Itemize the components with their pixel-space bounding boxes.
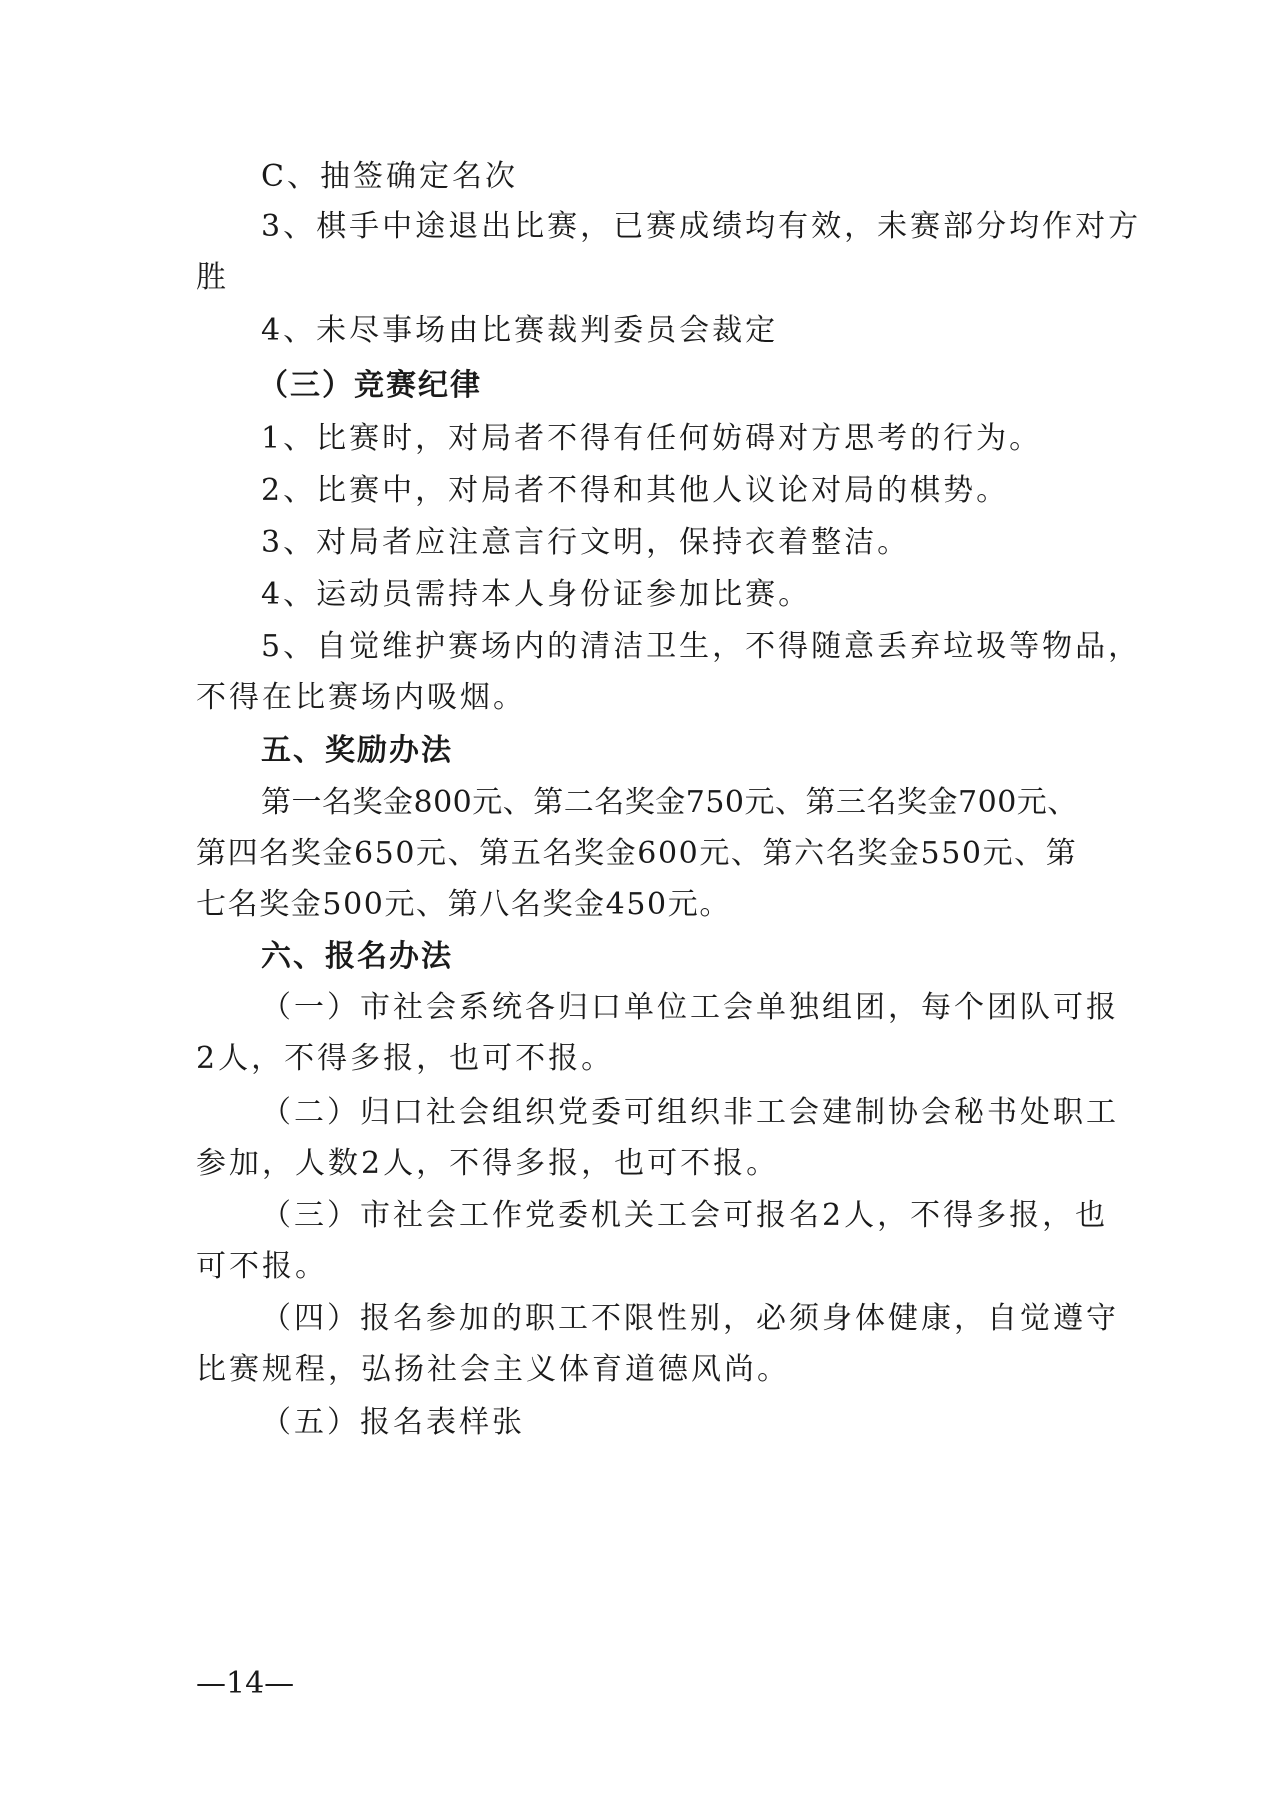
rewards-line-1: 第一名奖金800元、第二名奖金750元、第三名奖金700元、 — [261, 785, 1078, 820]
registration-item-1-cont: 2人，不得多报，也可不报。 — [196, 1041, 615, 1076]
rule-3-withdrawal-cont: 胜 — [196, 260, 229, 295]
discipline-item-2: 2、比赛中，对局者不得和其他人议论对局的棋势。 — [261, 473, 1010, 508]
discipline-item-5: 5、自觉维护赛场内的清洁卫生，不得随意丢弃垃圾等物品， — [261, 629, 1142, 664]
discipline-item-3: 3、对局者应注意言行文明，保持衣着整洁。 — [261, 525, 911, 560]
page-number: —14— — [196, 1666, 295, 1701]
rule-3-withdrawal: 3、棋手中途退出比赛，已赛成绩均有效，未赛部分均作对方 — [261, 209, 1142, 244]
registration-item-2-cont: 参加，人数2人，不得多报，也可不报。 — [196, 1146, 780, 1181]
rewards-line-3: 七名奖金500元、第八名奖金450元。 — [196, 887, 731, 922]
rule-4-unresolved: 4、未尽事场由比赛裁判委员会裁定 — [261, 313, 779, 348]
section-heading-discipline: （三）竞赛纪律 — [258, 368, 482, 403]
registration-item-5: （五）报名表样张 — [261, 1405, 525, 1440]
registration-item-3: （三）市社会工作党委机关工会可报名2人，不得多报，也 — [261, 1198, 1109, 1233]
registration-item-4: （四）报名参加的职工不限性别，必须身体健康，自觉遵守 — [261, 1301, 1119, 1336]
section-heading-registration: 六、报名办法 — [261, 939, 453, 974]
rewards-line-2: 第四名奖金650元、第五名奖金600元、第六名奖金550元、第 — [196, 836, 1078, 871]
section-heading-rewards: 五、奖励办法 — [261, 733, 453, 768]
discipline-item-4: 4、运动员需持本人身份证参加比赛。 — [261, 577, 812, 612]
registration-item-3-cont: 可不报。 — [196, 1249, 328, 1284]
registration-item-2: （二）归口社会组织党委可组织非工会建制协会秘书处职工 — [261, 1095, 1119, 1130]
rule-c-draw-lots: C、抽签确定名次 — [261, 159, 518, 194]
registration-item-4-cont: 比赛规程，弘扬社会主义体育道德风尚。 — [196, 1352, 790, 1387]
discipline-item-5-cont: 不得在比赛场内吸烟。 — [196, 680, 526, 715]
discipline-item-1: 1、比赛时，对局者不得有任何妨碍对方思考的行为。 — [261, 421, 1043, 456]
registration-item-1: （一）市社会系统各归口单位工会单独组团，每个团队可报 — [261, 990, 1119, 1025]
